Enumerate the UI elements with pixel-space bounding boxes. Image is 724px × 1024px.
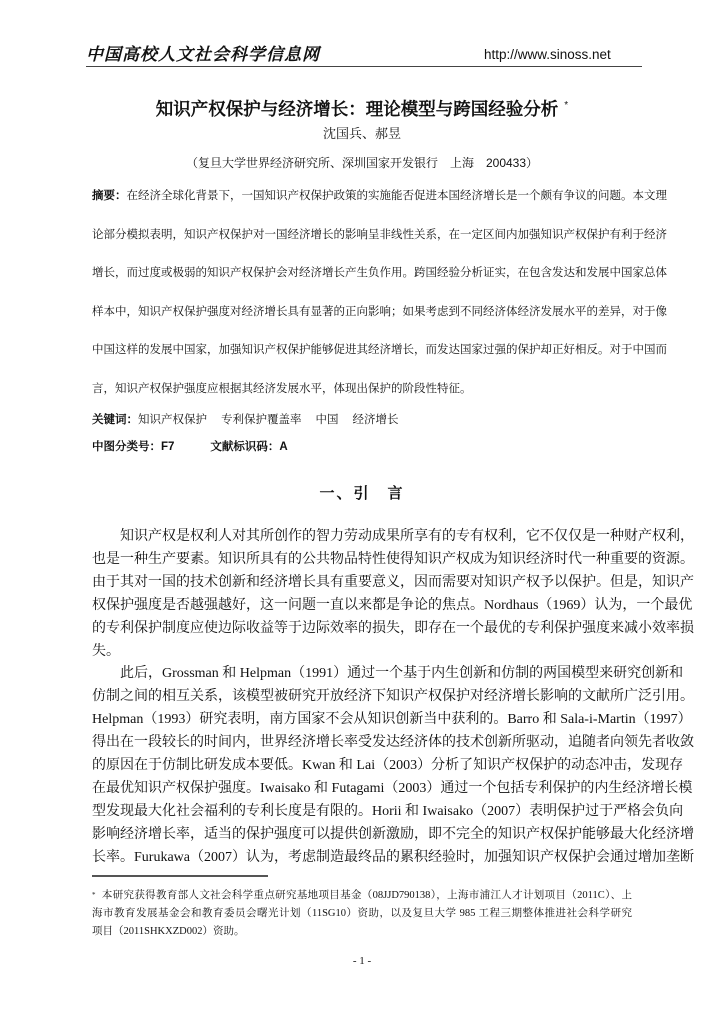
section-heading: 一、引 言 bbox=[319, 486, 405, 502]
keyword: 经济增长 bbox=[352, 414, 399, 426]
body-line bbox=[92, 825, 694, 845]
footnote-line bbox=[92, 888, 632, 903]
body-line bbox=[92, 550, 694, 570]
body-line bbox=[92, 802, 684, 822]
body-line-text: 的原因在于仿制比研发成本要低。Kwan 和 Lai（2003）分析了知识产权保护的动态冲击，发现存 bbox=[92, 758, 684, 773]
abstract-line-text: 言，知识产权保护强度应根据其经济发展水平，体现出保护的阶段性特征。 bbox=[92, 382, 472, 395]
page-number: - 1 - bbox=[352, 955, 372, 967]
body-line bbox=[92, 733, 694, 753]
keyword: 中国 bbox=[315, 414, 339, 426]
body-line bbox=[92, 664, 684, 684]
body-line bbox=[92, 848, 694, 868]
body-line bbox=[92, 710, 692, 730]
body-line-text: 也是一种生产要素。知识所具有的公共物品特性使得知识产权成为知识经济时代一种重要的资源。 bbox=[92, 551, 694, 567]
article-title bbox=[0, 96, 724, 121]
body-line-text: 型发现最大化社会福利的专利长度是有限的。Horii 和 Iwaisako（2007）表明保护过于严格会负向 bbox=[92, 803, 684, 819]
keywords-label: 关键词： bbox=[92, 414, 138, 426]
doc-code-value: A bbox=[279, 441, 288, 453]
body-line-text: 长率。Furukawa（2007）认为，考虑制造最终品的累积经验时，加强知识产权保护会通过增加垄断 bbox=[92, 849, 694, 865]
abstract-line-text: 在经济全球化背景下，一国知识产权保护政策的实施能否促进本国经济增长是一个颇有争议的问题。本文理 bbox=[126, 190, 667, 202]
body-line-text: 权保护强度是否越强越好，这一问题一直以来都是争论的焦点。Nordhaus（1969）认为，一个最优 bbox=[92, 597, 693, 613]
abstract-line bbox=[92, 342, 667, 358]
title-text: 知识产权保护与经济增长：理论模型与跨国经验分析 bbox=[155, 99, 559, 119]
clc-label: 中图分类号： bbox=[92, 441, 161, 453]
abstract-line-text: 中国这样的发展中国家，加强知识产权保护能够促进其经济增长，而发达国家过强的保护却正好相反。对于中国而 bbox=[92, 344, 667, 356]
abstract-line bbox=[92, 304, 667, 320]
body-line-text: 此后，Grossman 和 Helpman（1991）通过一个基于内生创新和仿制的两国模型来研究创新和 bbox=[120, 666, 684, 682]
keyword: 知识产权保护 bbox=[138, 414, 207, 426]
abstract-line bbox=[92, 265, 667, 281]
body-line bbox=[92, 619, 694, 639]
abstract-line bbox=[92, 227, 667, 243]
doc-code-label: 文献标识码： bbox=[210, 441, 280, 453]
footnote-line bbox=[92, 924, 632, 939]
body-line bbox=[92, 687, 694, 707]
body-line-text: 知识产权是权利人对其所创作的智力劳动成果所享有的专有权利，它不仅仅是一种财产权利， bbox=[120, 529, 694, 544]
body-line bbox=[92, 527, 694, 547]
abstract-line bbox=[92, 188, 667, 204]
classification bbox=[92, 438, 288, 454]
footnote-line-text: 海市教育发展基金会和教育委员会曙光计划（11SG10）资助，以及复旦大学 985 工程三期整体推进社会科学研究 bbox=[92, 908, 632, 919]
body-line bbox=[92, 779, 693, 799]
body-line-text: 影响经济增长率，适当的保护强度可以提供创新激励，即不完全的知识产权保护能够最大化经济增 bbox=[92, 826, 694, 842]
body-line-text: 仿制之间的相互关系，该模型被研究开放经济下知识产权保护对经济增长影响的文献所广泛引用。 bbox=[92, 689, 694, 705]
keyword: 专利保护覆盖率 bbox=[221, 414, 302, 426]
body-line-text: 在最优知识产权保护强度。Iwaisako 和 Futagami（2003）通过一个包括专利保护的内生经济增长模 bbox=[92, 780, 693, 796]
site-url: http://www.sinoss.net bbox=[484, 47, 611, 62]
body-line-text: Helpman（1993）研究表明，南方国家不会从知识创新当中获利的。Barro 和 Sala-i-Martin（1997） bbox=[92, 712, 692, 728]
body-line-text: 的专利保护制度应使边际收益等于边际效率的损失，即存在一个最优的专利保护强度来减小效率损 bbox=[92, 620, 694, 636]
abstract-line-text: 增长，而过度或极弱的知识产权保护会对经济增长产生负作用。跨国经验分析证实，在包含发达和发展中国家总体 bbox=[92, 267, 667, 279]
body-line bbox=[92, 756, 684, 776]
footnote-line-text: 项目（2011SHKXZD002）资助。 bbox=[92, 926, 245, 937]
footnote-mark: * bbox=[92, 891, 96, 899]
header-rule bbox=[86, 66, 642, 67]
body-line-text: 失。 bbox=[92, 643, 120, 659]
clc-value: F7 bbox=[161, 441, 175, 453]
footnote-rule bbox=[92, 875, 268, 877]
body-line bbox=[92, 642, 632, 662]
keywords bbox=[92, 411, 399, 427]
abstract-line-text: 论部分模拟表明，知识产权保护对一国经济增长的影响呈非线性关系，在一定区间内加强知识产权保护有利于经济 bbox=[92, 228, 667, 241]
abstract-label: 摘要： bbox=[92, 190, 127, 202]
abstract-line-text: 样本中，知识产权保护强度对经济增长具有显著的正向影响；如果考虑到不同经济体经济发展水平的差异，对于像 bbox=[92, 305, 667, 318]
title-footnote-mark: * bbox=[564, 100, 569, 112]
body-line bbox=[92, 596, 693, 616]
body-line-text: 得出在一段较长的时间内，世界经济增长率受发达经济体的技术创新所驱动，追随者向领先者收敛 bbox=[92, 735, 694, 751]
site-logo: 中国高校人文社会科学信息网 bbox=[86, 45, 320, 65]
article-affiliation: （复旦大学世界经济研究所、深圳国家开发银行 上海 200433） bbox=[185, 156, 539, 170]
body-line bbox=[92, 573, 694, 593]
footnote-line-text: 本研究获得教育部人文社会科学重点研究基地项目基金（08JJD790138），上海市浦江人才计划项目（2011C）、上 bbox=[101, 890, 632, 901]
abstract-line bbox=[92, 381, 632, 397]
article-authors: 沈国兵、郝昱 bbox=[322, 126, 401, 141]
body-line-text: 由于其对一国的技术创新和经济增长具有重要意义，因而需要对知识产权予以保护。但是，知识产 bbox=[92, 574, 694, 590]
footnote-line bbox=[92, 906, 632, 921]
